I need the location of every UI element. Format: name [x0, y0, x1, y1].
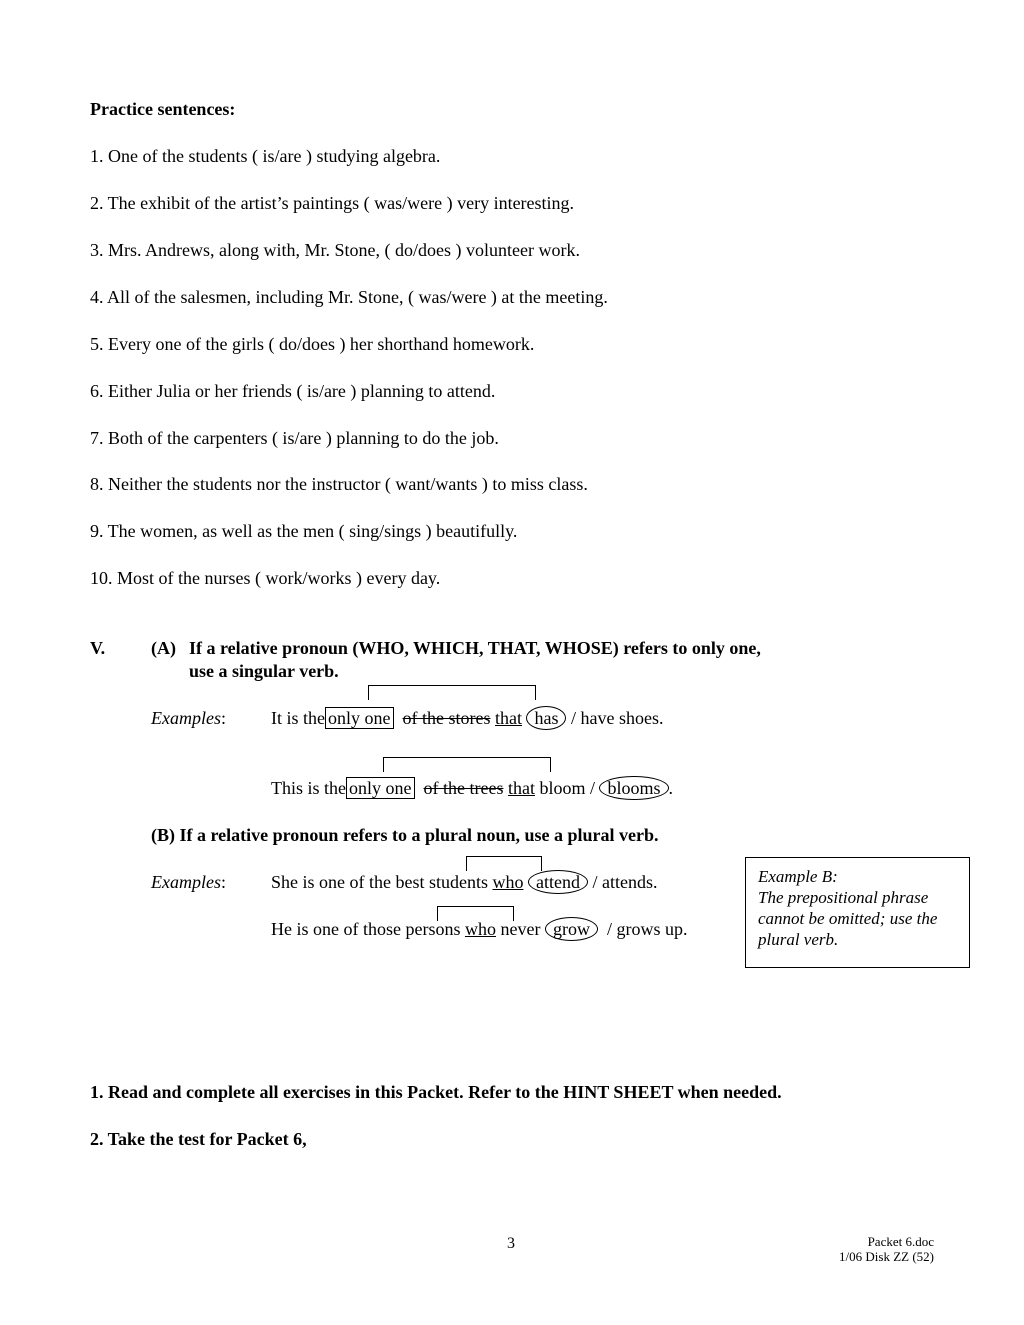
connector-bracket [383, 757, 551, 772]
footer-info [839, 1234, 934, 1264]
practice-sentence-9: 9. The women, as well as the men ( sing/sings ) beautifully. [90, 521, 518, 541]
practice-sentence-7: 7. Both of the carpenters ( is/are ) planning to do the job. [90, 428, 499, 448]
note-line: Example B: [758, 867, 838, 886]
note-line: plural verb. [758, 930, 839, 949]
practice-sentence-6: 6. Either Julia or her friends ( is/are ) planning to attend. [90, 381, 496, 401]
practice-sentence-2: 2. The exhibit of the artist’s paintings ( was/were ) very interesting. [90, 193, 575, 213]
example-sentence: He is one of those persons who never grow / grows up. [271, 919, 688, 939]
practice-sentence-3: 3. Mrs. Andrews, along with, Mr. Stone, ( do/does ) volunteer work. [90, 240, 580, 260]
circled-verb: blooms [599, 776, 668, 800]
practice-sentence-1: 1. One of the students ( is/are ) studying algebra. [90, 146, 441, 166]
practice-sentence-4: 4. All of the salesmen, including Mr. Stone, ( was/were ) at the meeting. [90, 287, 608, 307]
practice-sentence-10: 10. Most of the nurses ( work/works ) every day. [90, 568, 441, 588]
practice-heading: Practice sentences: [90, 99, 236, 119]
relative-pronoun: who [492, 872, 524, 892]
note-line: The prepositional phrase [758, 888, 929, 907]
section-numeral: V. [90, 638, 106, 658]
instruction-1: 1. Read and complete all exercises in this Packet. Refer to the HINT SHEET when needed. [90, 1082, 782, 1102]
boxed-phrase: only one [325, 707, 394, 729]
relative-pronoun: who [464, 919, 496, 939]
struck-phrase: of the trees [423, 778, 504, 798]
relative-pronoun: that [507, 778, 535, 798]
struck-phrase: of the stores [402, 708, 491, 728]
section-a-rule-line2: use a singular verb. [189, 661, 339, 681]
connector-bracket [466, 856, 542, 871]
practice-sentence-5: 5. Every one of the girls ( do/does ) her shorthand homework. [90, 334, 535, 354]
practice-sentence-8: 8. Neither the students nor the instructor ( want/wants ) to miss class. [90, 474, 588, 494]
section-a-label: (A) [151, 638, 176, 658]
footer-disk-info: 1/06 Disk ZZ (52) [839, 1249, 934, 1264]
examples-label: Examples: [151, 708, 226, 728]
example-sentence: It is the only one of the stores that has / have shoes. [271, 708, 664, 728]
instruction-2: 2. Take the test for Packet 6, [90, 1129, 307, 1149]
example-sentence: She is one of the best students who attend / attends. [271, 872, 658, 892]
section-a-rule-line1: If a relative pronoun (WHO, WHICH, THAT, WHOSE) refers to only one, [189, 638, 761, 658]
section-b-rule: (B) If a relative pronoun refers to a plural noun, use a plural verb. [151, 825, 659, 845]
note-line: cannot be omitted; use the [758, 909, 938, 928]
boxed-phrase: only one [346, 777, 415, 799]
relative-pronoun: that [494, 708, 522, 728]
circled-verb: attend [528, 870, 588, 894]
circled-verb: has [526, 706, 566, 730]
example-sentence: This is the only one of the trees that bloom / blooms . [271, 778, 673, 798]
note-box [745, 857, 970, 968]
examples-label: Examples: [151, 872, 226, 892]
connector-bracket [368, 685, 536, 700]
page-number: 3 [507, 1235, 515, 1252]
footer-file-name: Packet 6.doc [867, 1234, 934, 1249]
circled-verb: grow [545, 917, 598, 941]
